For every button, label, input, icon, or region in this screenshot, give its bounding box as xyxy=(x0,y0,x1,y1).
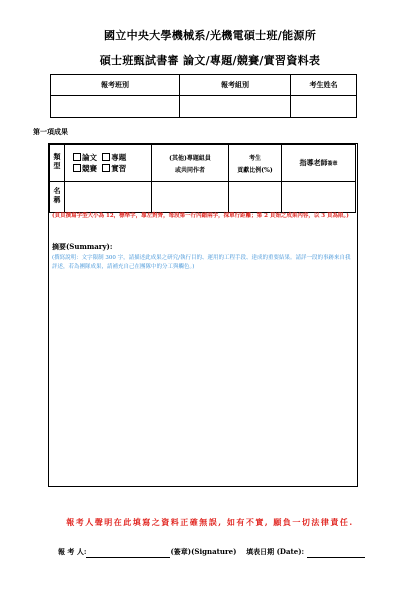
checkbox-project[interactable] xyxy=(102,153,110,161)
checkbox-internship[interactable] xyxy=(102,164,110,172)
signature-row xyxy=(58,547,365,558)
date-label: 填表日期 (Date): xyxy=(246,547,305,556)
option-paper: 論文 xyxy=(82,153,97,162)
result-table xyxy=(49,144,356,213)
advisor-label-cell xyxy=(282,145,356,182)
applicant-signature-line[interactable] xyxy=(86,548,170,558)
members-label-2: 或共同作者 xyxy=(174,166,205,174)
exam-class-field[interactable] xyxy=(51,96,180,118)
form-title-line-1: 國立中央大學機械系/光機電碩士班/能源所 xyxy=(103,29,317,42)
advisor-sign-field[interactable] xyxy=(282,182,356,213)
category-options-cell xyxy=(65,145,152,182)
name-field[interactable] xyxy=(65,182,152,213)
advisor-label: 指導老師 xyxy=(299,158,328,167)
applicant-name-field[interactable] xyxy=(291,96,357,118)
abstract-label: 摘要(Summary): xyxy=(52,242,113,251)
header-applicant-name: 考生姓名 xyxy=(291,75,357,96)
contribution-label-1: 考生 xyxy=(248,154,261,162)
applicant-label: 報 考 人: xyxy=(58,547,87,556)
category-label: 類型 xyxy=(53,153,62,171)
result-box xyxy=(48,143,358,487)
contribution-field[interactable] xyxy=(229,182,282,213)
form-title-line-2: 碩士班甄試書審 論文/專題/競賽/實習資料表 xyxy=(99,54,321,67)
signature-label: (簽章)(Signature) xyxy=(170,547,237,556)
option-internship: 實習 xyxy=(111,164,127,173)
name-label: 名稱 xyxy=(53,187,62,205)
date-line[interactable] xyxy=(307,548,365,558)
declaration: 報考人聲明在此填寫之資料正確無誤, 如有不實, 願負一切法律責任. xyxy=(66,517,354,527)
format-note: (頁頁撰寫字型大小為 12，標準字，靠左對齊，每段第一行內縮兩字，採單行距離；第 2 頁始之成果內容，以 3 頁為限。) xyxy=(52,213,349,219)
advisor-sign-label: 簽章 xyxy=(327,161,338,167)
option-project: 專題 xyxy=(111,153,127,162)
section-label: 第一項成果 xyxy=(33,127,68,136)
header-exam-group: 報考組別 xyxy=(180,75,291,96)
applicant-info-table xyxy=(50,74,357,118)
members-label-1: (其他)專題組員 xyxy=(169,154,211,162)
contribution-label-cell xyxy=(229,145,282,182)
category-label-cell xyxy=(50,145,65,182)
checkbox-paper[interactable] xyxy=(73,153,81,161)
exam-group-field[interactable] xyxy=(180,96,291,118)
members-field[interactable] xyxy=(152,182,229,213)
contribution-label-2: 貢獻比例(%) xyxy=(237,166,273,174)
header-exam-class: 報考班別 xyxy=(51,75,180,96)
checkbox-competition[interactable] xyxy=(73,164,81,172)
members-label-cell xyxy=(152,145,229,182)
name-label-cell xyxy=(50,182,65,213)
option-competition: 競賽 xyxy=(82,164,97,173)
abstract-hint[interactable]: (撰寫說明：文字限制 300 字，請描述此成果之研究/執行目的、運用的工程手段、達成的重要結果。請詳一段的事跡來自我評述，若為團隊成果，請補充自己在團隊中的分工與觸色。) xyxy=(52,255,351,270)
